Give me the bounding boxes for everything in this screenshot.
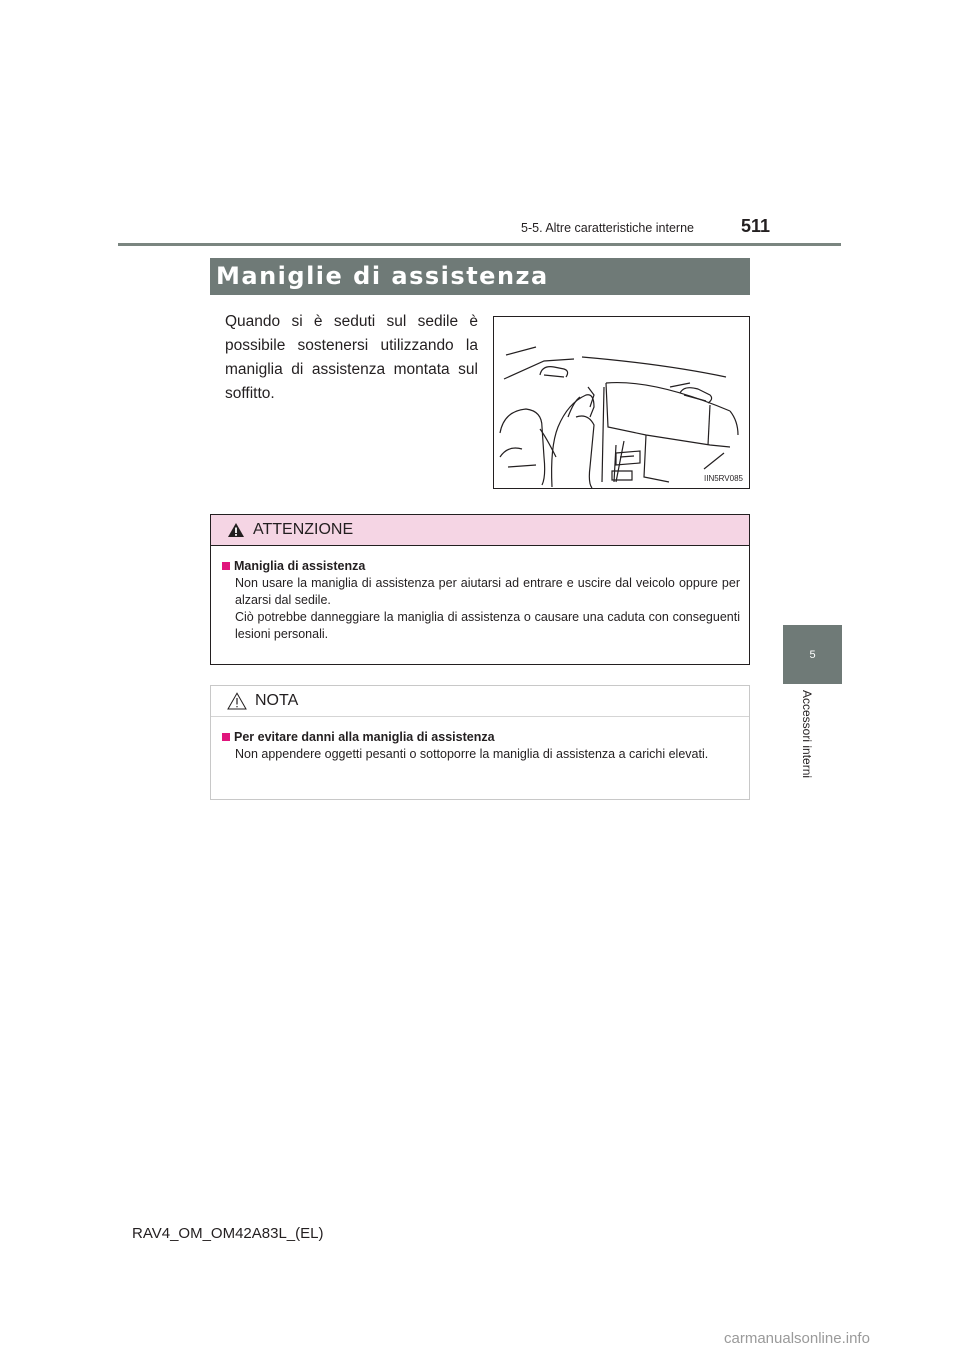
watermark: carmanualsonline.info [724,1330,870,1347]
page-number: 511 [741,216,771,236]
notice-box [210,685,750,800]
chapter-tab [783,625,842,684]
footer-code: RAV4_OM_OM42A83L_(EL) [132,1225,324,1242]
notice-body [211,717,749,763]
figure-code: IIN5RV085 [704,474,743,483]
warning-box [210,514,750,665]
notice-item [222,729,740,746]
warning-item [222,558,740,575]
caution-triangle-icon [227,692,247,710]
intro-paragraph: Quando si è seduti sul sedile è possibile sostenersi utilizzando la maniglia di assistenza montata sul soffitto. [225,313,478,402]
interior-drawing [494,317,749,488]
page-title: Maniglie di assistenza [216,262,549,290]
warning-header [211,515,749,546]
chapter-number: 5 [809,648,816,661]
warning-paragraph: Non usare la maniglia di assistenza per aiutarsi ad entrare e uscire dal veicolo oppure per alzarsi dal sedile. [235,576,740,607]
warning-body [211,546,749,643]
warning-paragraph: Ciò potrebbe danneggiare la maniglia di assistenza o causare una caduta con conseguenti lesioni personali. [235,610,740,641]
chapter-label: Accessori interni [800,690,814,779]
assist-grip-illustration [493,316,750,489]
warning-heading: ATTENZIONE [253,521,354,538]
warning-item-title: Maniglia di assistenza [234,559,366,573]
warning-triangle-icon [227,522,245,538]
notice-paragraph: Non appendere oggetti pesanti o sottoporre la maniglia di assistenza a carichi elevati. [235,747,709,761]
bullet-square-icon [222,562,230,570]
notice-header [211,686,749,717]
notice-item-title: Per evitare danni alla maniglia di assistenza [234,730,495,744]
notice-heading: NOTA [255,692,299,709]
header-rule [118,243,841,246]
running-header-section: 5-5. Altre caratteristiche interne [521,221,694,235]
bullet-square-icon [222,733,230,741]
